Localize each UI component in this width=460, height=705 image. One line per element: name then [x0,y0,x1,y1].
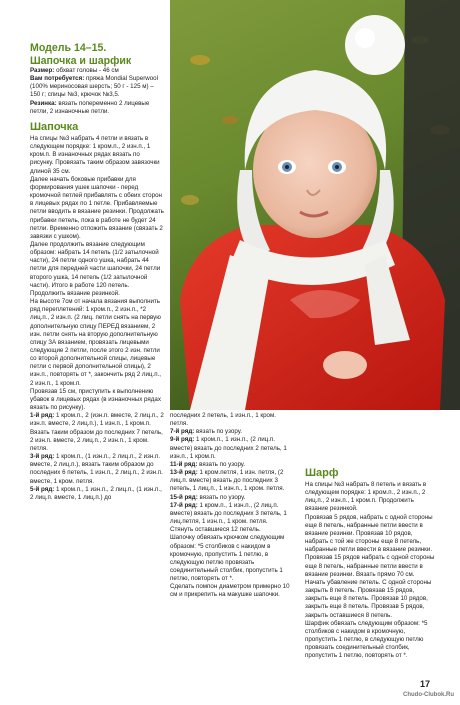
scarf-heading: Шарф [305,467,339,479]
hat-heading: Шапочка [30,120,79,133]
column-left [30,42,165,502]
intro-materials: Вам потребуется: пряжа Mondial Superwool (100% мериносовая шерсть; 50 г - 125 м) – 150 г; спицы №3, крючок №3,5. [30,75,158,99]
hat-row: 1-й ряд: 1 кром.п., 2 (изн.п. вместе, 2 лиц.п., 2 изн.п. вместе, 2 лиц.п.), 1 изн.п., 1 кром.п. Вязать таким образом до последних 7 петель, 2 изн.п. вместе, 2 лиц.п., 2 изн.п., 1 кром. петля. [30,412,164,452]
hat-row: 7-й ряд: вязать по узору. [170,428,242,436]
hat-continued: последних 2 петель, 1 изн.п., 1 кром. петля. [170,412,276,428]
hat-paragraph: Далее начать боковые прибавки для формирования ушек шапочки - перед кромочной петлей прибавлять с обеих сторон в лицевых рядах по 1 петле. Прибавляемые петли вводить в вязание резинки. Продолжать прибавки петель, пока в работе не будет 24 петли. Временно отложить вязание (связать 2 завязки с ушком). [30,175,164,240]
hat-row: 5-й ряд: 1 кром.п., 1 изн.п., 2 лиц.п., (1 изн.п., 2 лиц.п. вместе, 1 лиц.п.) до [30,485,162,501]
scarf-paragraph: Провязав 5 рядов, набрать с одной стороны еще 8 петель, набранные петли ввести в вязание резинки. Провязав 10 рядов, набрать с той же стороны еще 8 петель, набранные петли ввести в вязание резинки. Провязав 15 рядов набрать с одной стороны еще 8 петель, набранные петли ввести в вязание резинки. Вязать прямо 70 см. Начать убавление петель. С одной стороны закрыть 8 петель. Провязав 15 рядов, закрыть еще 8 петель. Провязав 10 рядов, закрыть еще 8 петель. Провязав 5 рядов, закрыть оставшиеся 8 петель. [305,513,435,619]
photo-baby-in-hat [170,0,460,410]
hat-finish: Шапочку обвязать крючком следующим образом: *5 столбиков с накидом в кромочную, пропустить 1 петлю, в следующую петлю провязать соединительный столбик, пропустить 1 петлю, повторять от *. [170,534,285,583]
hat-row: 15-й ряд: вязать по узору. [170,493,246,501]
hat-row: 9-й ряд: 1 кром.п., 1 изн.п., (2 лиц.п. вместе) вязать до последних 2 петель, 1 изн.п., 1 кром.п. [170,436,287,460]
hat-row: 17-й ряд: 1 кром.п., 1 изн.п., (2 лиц.п. вместе) вязать до последних 3 петель, 1 лиц.петля, 1 изн.п., 1 кром. петля. [170,501,287,526]
hat-paragraph: Провязав 15 см, приступить к выполнению убавок в лицевых рядах (в изнаночных рядах вязать по рисунку). [30,387,161,412]
intro-size: Размер: обхват головы - 46 см [30,67,119,74]
hat-paragraph: Далее продолжить вязание следующим образом: набрать 14 петель (1/2 затылочной части), 24 петли одного ушка, набрать 44 петли для передней части шапочки, 24 петли второго ушка, 14 петель (1/2 затылочной части). Итого в работе 120 петель. Продолжить вязание резинкой. [30,240,161,297]
column-middle [170,412,292,600]
watermark: Chudo-Clubok.Ru [403,692,454,698]
scarf-paragraph: Шарфик обвязать следующим образом: *5 столбиков с накидом в кромочную, пропустить 1 петлю, в следующую петлю провязать соединительный столбик, пропустить 1 петлю, повторять от *. [305,619,428,660]
scarf-paragraph: На спицы №3 набрать 8 петель и вязать в следующем порядке: 1 кром.п., 2 изн.п., 2 лиц.п., 2 изн.п., 1 кром.п. Продолжить вязание резинкой. [305,481,427,513]
hat-row: 13-й ряд: 1 кром.петля, 1 изн. петля, (2 лиц.п. вместе) вязать до последних 3 петель, 1 лиц.п., 1 изн.п., 1 кром. петля. [170,469,285,493]
model-subtitle: Шапочка и шарфик [30,54,132,67]
hat-paragraph: На высоте 7см от начала вязания выполнить ряд переплетений: 1 кром.п., 2 изн.п., *2 лиц.п., 2 изн.п. (2 лиц. петли снять на первую дополнительную спицу ПЕРЕД вязанием, 2 изн. петли снять на вторую дополнительную спицу ЗА вязанием, провязать лицевыми следующие 2 петли, после этого 2 изн. петли со второй дополнительной спицы, лицевые петли с первой дополнительной спицы), 2 изн.п., повторять от *, закончить ряд 2 лиц.п., 2 изн.п., 1 кром.п. [30,298,161,387]
model-title: Модель 14–15. [30,42,107,54]
hat-row: 3-й ряд: 1 кром.п., (1 изн.п., 2 лиц.п., 2 изн.п. вместе, 2 лиц.п.), вязать таким образом до последних 6 петель, 1 изн.п., 2 лиц.п., 2 изн.п. вместе, 1 кром. петля. [30,453,163,485]
hat-row: 11-й ряд: вязать по узору. [170,460,246,468]
hat-paragraph: На спицы №3 набрать 4 петли и вязать в следующем порядке: 1 кром.п., 2 изн.п., 1 кром.п. В изнаночных рядах вязать по рисунку. Провязать таким образом завязочки длиной 35 см. [30,134,160,175]
hat-finish: Сделать помпон диаметром примерно 10 см и прикрепить на макушке шапочки. [170,583,290,599]
page-number: 17 [419,679,430,689]
intro-rib: Резинка: вязать попеременно 2 лицевые петли, 2 изнаночные петли. [30,99,150,115]
hat-finish: Стянуть оставшиеся 12 петель. [170,526,261,534]
column-right [305,462,435,660]
